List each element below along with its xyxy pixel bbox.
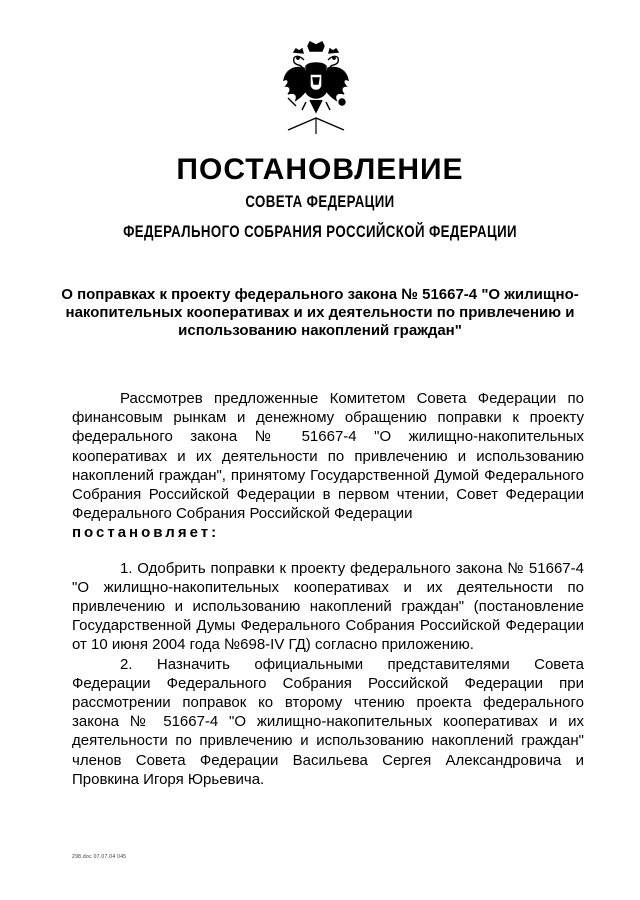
decree-word: постановляет:: [72, 524, 220, 542]
item-2-paragraph: 2. Назначить официальными представителями Совета Федерации Федерального Собрания Российской Федерации при рассмотрении поправок ко второму чтению проекта федерального закона № 51667-4 "О жилищно-накопительных кооперативах и их деятельности по привлечению и использованию накоплений граждан" членов Совета Федерации Васильева Сергея Александровича и Провкина Игоря Юрьевича.: [72, 655, 584, 788]
item-1-paragraph: 1. Одобрить поправки к проекту федерального закона № 51667-4 "О жилищно-накопительных кооперативах и их деятельности по привлечению и использованию накоплений граждан" (постановление Государственной Думы Федерального Собрания Российской Федерации от 10 июня 2004 года №698-IV ГД) согласно приложению.: [72, 559, 584, 654]
document-body: [72, 389, 584, 789]
double-headed-eagle-icon: [280, 40, 352, 136]
decree-paragraph: [72, 523, 584, 542]
issuer-line-1: СОВЕТА ФЕДЕРАЦИИ: [245, 192, 395, 211]
issuer-line-2: ФЕДЕРАЛЬНОГО СОБРАНИЯ РОССИЙСКОЙ ФЕДЕРАЦИИ: [123, 222, 517, 241]
footer-code: 298.doc 07.07.04 045: [72, 854, 127, 860]
document-subject: О поправках к проекту федерального закона № 51667-4 "О жилищно-накопительных кооперативах и их деятельности по привлечению и использованию накоплений граждан": [61, 286, 579, 339]
document-type-heading: ПОСТАНОВЛЕНИЕ: [176, 153, 464, 186]
preamble-paragraph: Рассмотрев предложенные Комитетом Совета Федерации по финансовым рынкам и денежному обращению поправки к проекту федерального закона № 51667-4 "О жилищно-накопительных кооперативах и их деятельности по привлечению и использованию накоплений граждан", принятому Государственной Думой Федерального Собрания Российской Федерации в первом чтении, Совет Федерации Федерального Собрания Российской Федерации: [72, 390, 584, 523]
